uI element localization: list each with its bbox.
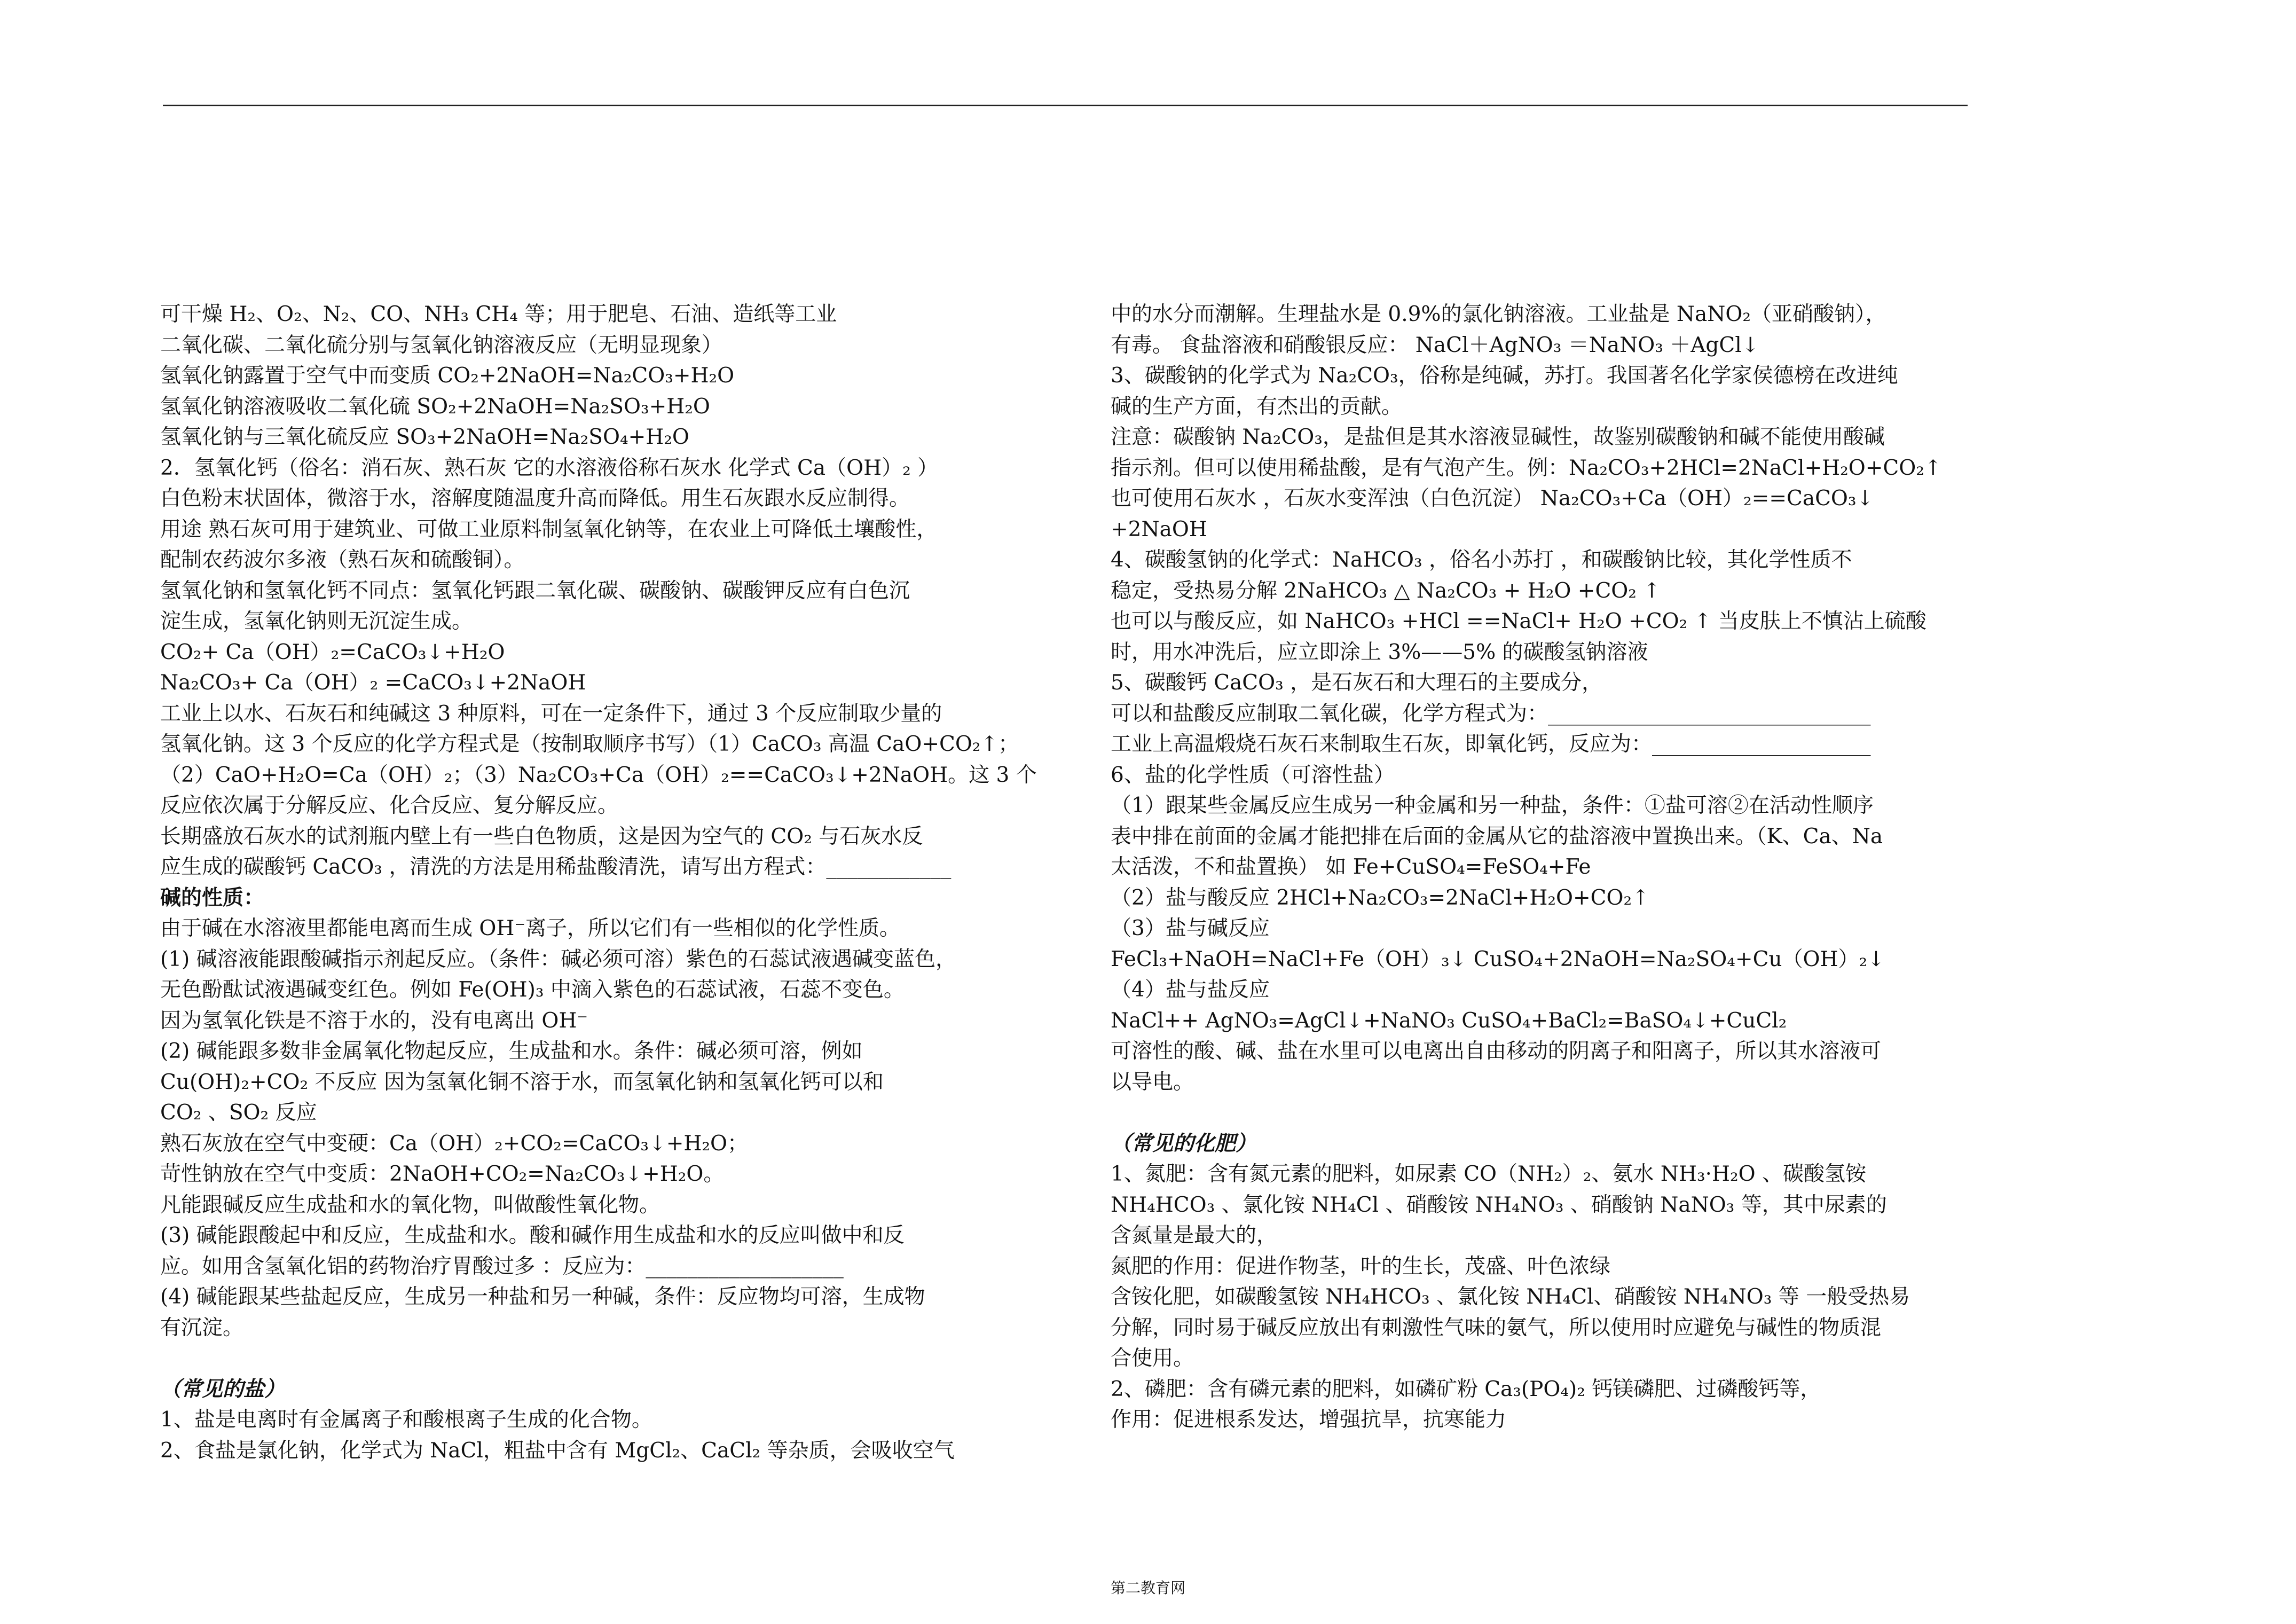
text-line: 用途 熟石灰可用于建筑业、可做工业原料制氢氧化钠等，在农业上可降低土壤酸性， xyxy=(160,517,938,542)
text-line: 有毒。 食盐溶液和硝酸银反应： NaCl＋AgNO₃ ＝NaNO₃ ＋AgCl↓ xyxy=(1111,333,1759,357)
text-line: 由于碱在水溶液里都能电离而生成 OH⁻离子，所以它们有一些相似的化学性质。 xyxy=(160,916,900,940)
text-line: 太活泼，不和盐置换） 如 Fe+CuSO₄=FeSO₄+Fe xyxy=(1111,855,1591,879)
text-line: 无色酚酞试液遇碱变红色。例如 Fe(OH)₃ 中滴入紫色的石蕊试液，石蕊不变色。 xyxy=(160,978,905,1002)
text-line: 苛性钠放在空气中变质：2NaOH+CO₂=Na₂CO₃↓+H₂O。 xyxy=(160,1162,725,1186)
text-line: 应生成的碳酸钙 CaCO₃ ，清洗的方法是用稀盐酸清洗，请写出方程式：____________ xyxy=(160,855,952,879)
text-line: 可干燥 H₂、O₂、N₂、CO、NH₃ CH₄ 等；用于肥皂、石油、造纸等工业 xyxy=(160,302,837,326)
text-line: 也可使用石灰水 ，石灰水变浑浊（白色沉淀） Na₂CO₃+Ca（OH）₂==CaCO₃↓ xyxy=(1111,487,1874,511)
text-line: 氢氧化钠和氢氧化钙不同点：氢氧化钙跟二氧化碳、碳酸钠、碳酸钾反应有白色沉 xyxy=(160,578,910,603)
text-line: FeCl₃+NaOH=NaCl+Fe（OH）₃↓ CuSO₄+2NaOH=Na₂SO₄+Cu（OH）₂↓ xyxy=(1111,947,1885,971)
text-line: 6、盐的化学性质（可溶性盐） xyxy=(1111,763,1395,787)
text-line: 2、磷肥：含有磷元素的肥料，如磷矿粉 Ca₃(PO₄)₂ 钙镁磷肥、过磷酸钙等， xyxy=(1111,1377,1821,1401)
text-line: (3) 碱能跟酸起中和反应，生成盐和水。酸和碱作用生成盐和水的反应叫做中和反 xyxy=(160,1223,905,1248)
text-line: 分解，同时易于碱反应放出有刺激性气味的氨气，所以使用时应避免与碱性的物质混 xyxy=(1111,1315,1882,1340)
text-line: 含铵化肥，如碳酸氢铵 NH₄HCO₃ 、氯化铵 NH₄Cl、硝酸铵 NH₄NO₃ 等 一般受热易 xyxy=(1111,1285,1910,1309)
text-line: (2) 碱能跟多数非金属氧化物起反应，生成盐和水。条件：碱必须可溶，例如 xyxy=(160,1039,863,1063)
text-line: （4）盐与盐反应 xyxy=(1111,978,1270,1002)
text-line: (4) 碱能跟某些盐起反应，生成另一种盐和另一种碱，条件：反应物均可溶，生成物 xyxy=(160,1285,925,1309)
text-line: 以导电。 xyxy=(1111,1070,1194,1094)
left-column xyxy=(160,299,1036,1466)
text-line: 应。如用含氢氧化铝的药物治疗胃酸过多 ：反应为：___________________ xyxy=(160,1254,844,1278)
text-line: 2．氢氧化钙（俗名：消石灰、熟石灰 它的水溶液俗称石灰水 化学式 Ca（OH）₂ ） xyxy=(160,456,939,480)
text-line: 配制农药波尔多液（熟石灰和硫酸铜）。 xyxy=(160,548,525,572)
text-line: 二氧化碳、二氧化硫分别与氢氧化钠溶液反应（无明显现象） xyxy=(160,333,723,357)
text-line: 稳定，受热易分解 2NaHCO₃ △ Na₂CO₃ + H₂O +CO₂ ↑ xyxy=(1111,578,1661,603)
text-line: NH₄HCO₃ 、氯化铵 NH₄Cl 、硝酸铵 NH₄NO₃ 、硝酸钠 NaNO₃ 等，其中尿素的 xyxy=(1111,1192,1887,1217)
text-line: 3、碳酸钠的化学式为 Na₂CO₃，俗称是纯碱，苏打。我国著名化学家侯德榜在改进纯 xyxy=(1111,364,1898,388)
right-column xyxy=(1111,299,1976,1435)
text-line: 长期盛放石灰水的试剂瓶内壁上有一些白色物质，这是因为空气的 CO₂ 与石灰水反 xyxy=(160,824,923,849)
text-line: 2、食盐是氯化钠，化学式为 NaCl，粗盐中含有 MgCl₂、CaCl₂ 等杂质，会吸收空气 xyxy=(160,1438,955,1463)
text-line: 白色粉末状固体，微溶于水，溶解度随温度升高而降低。用生石灰跟水反应制得。 xyxy=(160,487,910,511)
header-rule xyxy=(163,105,1968,106)
text-line: Cu(OH)₂+CO₂ 不反应 因为氢氧化铜不溶于水，而氢氧化钠和氢氧化钙可以和 xyxy=(160,1070,884,1094)
text-line: 中的水分而潮解。生理盐水是 0.9%的氯化钠溶液。工业盐是 NaNO₂（亚硝酸钠）， xyxy=(1111,302,1886,326)
text-line: (1) 碱溶液能跟酸碱指示剂起反应。（条件：碱必须可溶）紫色的石蕊试液遇碱变蓝色， xyxy=(160,947,957,971)
text-line: 5、碳酸钙 CaCO₃ ，是石灰石和大理石的主要成分， xyxy=(1111,671,1603,695)
text-line: CO₂ 、SO₂ 反应 xyxy=(160,1101,317,1125)
text-line: 因为氢氧化铁是不溶于水的，没有电离出 OH⁻ xyxy=(160,1008,588,1033)
text-line: 指示剂。但可以使用稀盐酸，是有气泡产生。例：Na₂CO₃+2HCl=2NaCl+H₂O+CO₂↑ xyxy=(1111,456,1942,480)
section-heading: （常见的盐） xyxy=(160,1376,286,1401)
text-line: 氢氧化钠。这 3 个反应的化学方程式是（按制取顺序书写）（1）CaCO₃ 高温 CaO+CO₂↑； xyxy=(160,732,1019,756)
text-line: 氢氧化钠露置于空气中而变质 CO₂+2NaOH=Na₂CO₃+H₂O xyxy=(160,364,735,388)
text-line: 淀生成，氢氧化钠则无沉淀生成。 xyxy=(160,609,473,633)
text-line: 1、氮肥：含有氮元素的肥料，如尿素 CO（NH₂）₂、氨水 NH₃·H₂O 、碳酸氢铵 xyxy=(1111,1162,1867,1186)
text-line: 工业上以水、石灰石和纯碱这 3 种原料，可在一定条件下，通过 3 个反应制取少量的 xyxy=(160,701,942,726)
text-line: 1、盐是电离时有金属离子和酸根离子生成的化合物。 xyxy=(160,1408,652,1432)
text-line xyxy=(1111,1097,1976,1128)
text-line: 表中排在前面的金属才能把排在后面的金属从它的盐溶液中置换出来。（K、Ca、Na xyxy=(1111,824,1883,849)
text-line: 凡能跟碱反应生成盐和水的氧化物，叫做酸性氧化物。 xyxy=(160,1192,661,1217)
text-line: （2）盐与酸反应 2HCl+Na₂CO₃=2NaCl+H₂O+CO₂↑ xyxy=(1111,885,1649,910)
section-heading: （常见的化肥） xyxy=(1111,1131,1257,1156)
section-heading: 碱的性质： xyxy=(160,885,265,910)
text-line: 有沉淀。 xyxy=(160,1315,244,1340)
text-line: 氢氧化钠与三氧化硫反应 SO₃+2NaOH=Na₂SO₄+H₂O xyxy=(160,425,689,449)
text-line: 反应依次属于分解反应、化合反应、复分解反应。 xyxy=(160,794,619,818)
text-line: NaCl++ AgNO₃=AgCl↓+NaNO₃ CuSO₄+BaCl₂=BaSO₄↓+CuCl₂ xyxy=(1111,1008,1787,1033)
page-footer: 第二教育网 xyxy=(1110,1579,1185,1597)
text-line: 含氮量是最大的， xyxy=(1111,1223,1278,1248)
text-line: （1）跟某些金属反应生成另一种金属和另一种盐，条件：①盐可溶②在活动性顺序 xyxy=(1111,794,1874,818)
text-line: 可溶性的酸、碱、盐在水里可以电离出自由移动的阴离子和阳离子，所以其水溶液可 xyxy=(1111,1039,1882,1063)
text-line: 也可以与酸反应，如 NaHCO₃ +HCl ==NaCl+ H₂O +CO₂ ↑ 当皮肤上不慎沾上硫酸 xyxy=(1111,609,1927,633)
text-line: 注意：碳酸钠 Na₂CO₃，是盐但是其水溶液显碱性，故鉴别碳酸钠和碱不能使用酸碱 xyxy=(1111,425,1885,449)
text-line: Na₂CO₃+ Ca（OH）₂ =CaCO₃↓+2NaOH xyxy=(160,671,586,695)
text-line: 氮肥的作用：促进作物茎，叶的生长，茂盛、叶色浓绿 xyxy=(1111,1254,1611,1278)
text-line: 氢氧化钠溶液吸收二氧化硫 SO₂+2NaOH=Na₂SO₃+H₂O xyxy=(160,394,710,419)
text-line: （2）CaO+H₂O=Ca（OH）₂；（3）Na₂CO₃+Ca（OH）₂==CaCO₃↓+2NaOH。这 3 个 xyxy=(160,763,1037,787)
text-line: （3）盐与碱反应 xyxy=(1111,916,1270,940)
text-line: 熟石灰放在空气中变硬：Ca（OH）₂+CO₂=CaCO₃↓+H₂O； xyxy=(160,1131,749,1156)
text-line: 4、碳酸氢钠的化学式：NaHCO₃ ，俗名小苏打 ，和碳酸钠比较，其化学性质不 xyxy=(1111,548,1852,572)
text-line: 合使用。 xyxy=(1111,1346,1194,1370)
text-line: 工业上高温煅烧石灰石来制取生石灰，即氧化钙，反应为：_____________________ xyxy=(1111,732,1871,756)
text-line: 时，用水冲洗后，应立即涂上 3%——5% 的碳酸氢钠溶液 xyxy=(1111,640,1648,664)
text-line: 可以和盐酸反应制取二氧化碳，化学方程式为：_______________________________ xyxy=(1111,701,1871,726)
text-line: 碱的生产方面，有杰出的贡献。 xyxy=(1111,394,1403,419)
text-line: +2NaOH xyxy=(1111,517,1207,542)
text-line: 作用：促进根系发达，增强抗旱，抗寒能力 xyxy=(1111,1408,1507,1432)
text-line xyxy=(160,1343,1036,1374)
text-line: CO₂+ Ca（OH）₂=CaCO₃↓+H₂O xyxy=(160,640,505,664)
